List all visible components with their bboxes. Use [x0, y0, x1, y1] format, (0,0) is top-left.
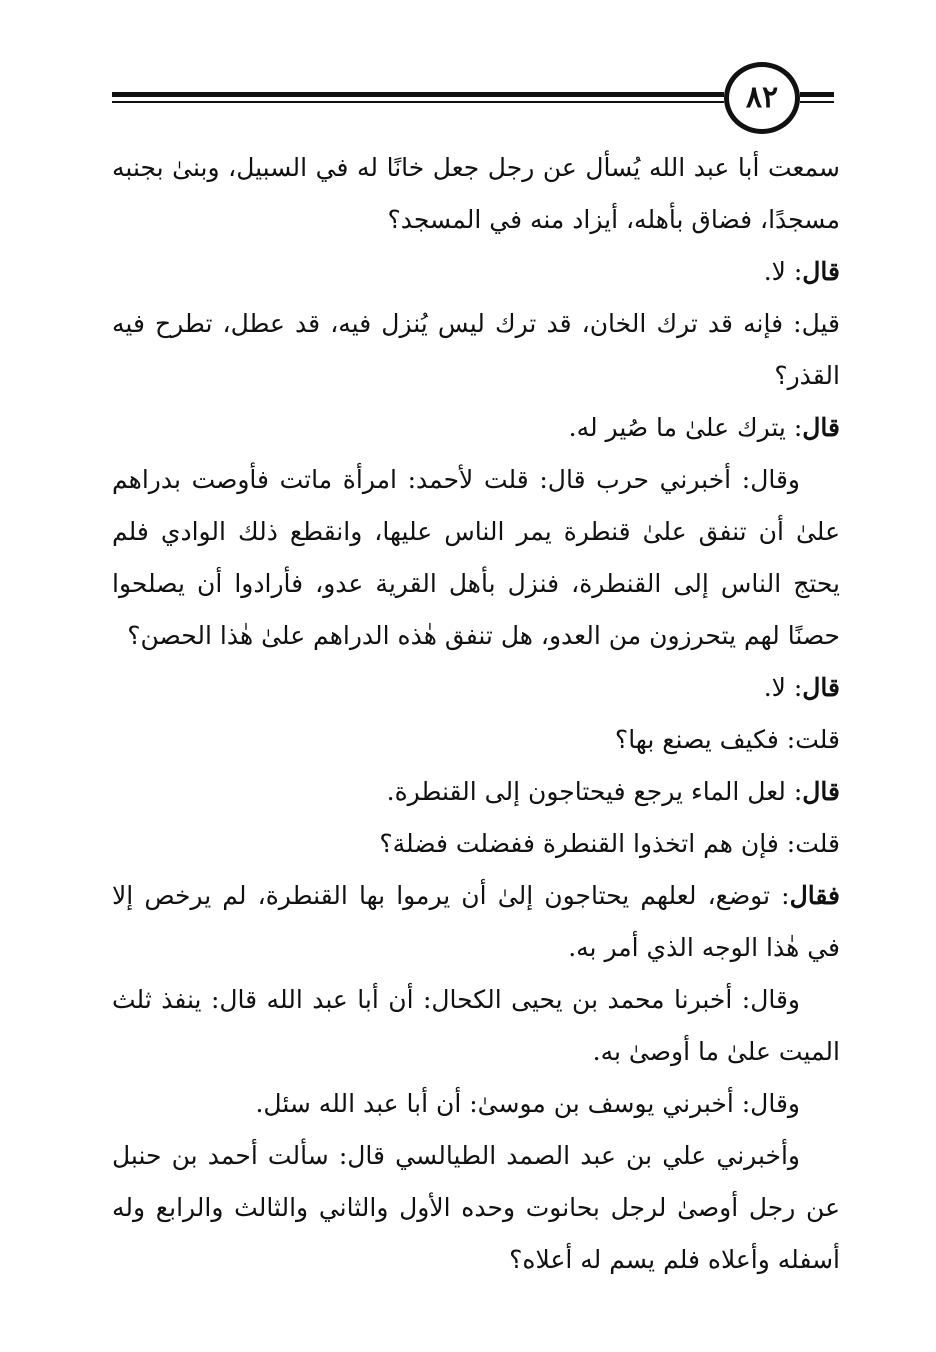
paragraph-text: وأخبرني علي بن عبد الصمد الطيالسي قال: سألت أحمد بن حنبل عن رجل أوصىٰ لرجل بحانوت وحده الأول والثاني والثالث والرابع وله أسفله وأعلاه فلم يسم له أعلاه؟: [112, 1141, 840, 1274]
paragraph-5: [112, 454, 840, 662]
paragraph-11: [112, 974, 840, 1078]
header-rule-thick: [112, 92, 724, 97]
page-header: [0, 0, 936, 140]
paragraph-9: [112, 818, 840, 870]
speaker-label: قال: [802, 673, 840, 702]
paragraph-text: : يترك علىٰ ما صُير له.: [568, 413, 803, 442]
paragraph-8: [112, 766, 840, 818]
paragraph-10: [112, 870, 840, 974]
paragraph-text: قلت: فكيف يصنع بها؟: [614, 725, 840, 754]
header-rule-right-thick: [800, 92, 834, 97]
paragraph-text: : لا.: [763, 673, 803, 702]
speaker-label: قال: [802, 777, 840, 806]
paragraph-text: وقال: أخبرني يوسف بن موسىٰ: أن أبا عبد الله سئل.: [255, 1089, 800, 1118]
paragraph-2: [112, 246, 840, 298]
paragraph-3: [112, 298, 840, 402]
paragraph-4: [112, 402, 840, 454]
paragraph-text: وقال: أخبرني حرب قال: قلت لأحمد: امرأة ماتت فأوصت بدراهم علىٰ أن تنفق علىٰ قنطرة يمر الناس عليها، وانقطع ذلك الوادي فلم يحتج الناس إلى القنطرة، فنزل بأهل القرية عدو، فأرادوا أن يصلحوا حصنًا لهم يتحرزون من العدو، هل تنفق هٰذه الدراهم علىٰ هٰذا الحصن؟: [112, 465, 840, 650]
page-number-badge: [724, 62, 800, 134]
speaker-label: قال: [802, 257, 840, 286]
paragraph-1: [112, 142, 840, 246]
paragraph-text: : لا.: [763, 257, 803, 286]
paragraph-12: [112, 1078, 840, 1130]
paragraph-text: : لعل الماء يرجع فيحتاجون إلى القنطرة.: [386, 777, 803, 806]
page-body: [112, 142, 840, 1286]
speaker-label: قال: [802, 413, 840, 442]
header-rule-right-thin: [800, 101, 834, 103]
header-rule-thin: [112, 101, 724, 103]
speaker-label: فقال: [789, 881, 840, 910]
paragraph-6: [112, 662, 840, 714]
paragraph-text: : توضع، لعلهم يحتاجون إلىٰ أن يرموا بها القنطرة، لم يرخص إلا في هٰذا الوجه الذي أمر به.: [112, 881, 840, 962]
paragraph-13: [112, 1130, 840, 1286]
paragraph-text: قلت: فإن هم اتخذوا القنطرة ففضلت فضلة؟: [379, 829, 840, 858]
paragraph-text: وقال: أخبرنا محمد بن يحيى الكحال: أن أبا عبد الله قال: ينفذ ثلث الميت علىٰ ما أوصىٰ به.: [112, 985, 840, 1066]
page-number: ٨٢: [745, 80, 779, 115]
paragraph-text: سمعت أبا عبد الله يُسأل عن رجل جعل خانًا له في السبيل، وبنىٰ بجنبه مسجدًا، فضاق بأهله، أيزاد منه في المسجد؟: [112, 153, 840, 234]
paragraph-text: قيل: فإنه قد ترك الخان، قد ترك ليس يُنزل فيه، قد عطل، تطرح فيه القذر؟: [112, 309, 840, 390]
paragraph-7: [112, 714, 840, 766]
